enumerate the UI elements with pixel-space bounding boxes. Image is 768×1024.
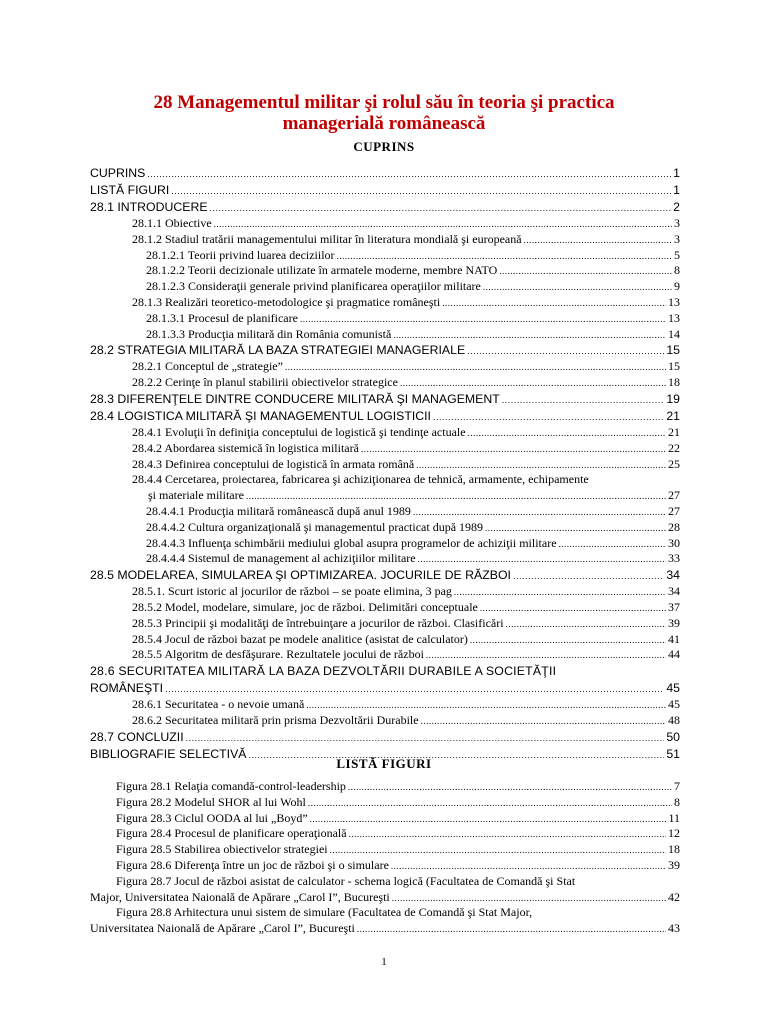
dot-leader xyxy=(391,859,666,874)
toc-entry[interactable] xyxy=(90,441,680,457)
figure-entry-title-line-1: Figura 28.8 Arhitectura unui sistem de simulare (Facultatea de Comandă şi Stat Major, xyxy=(116,905,533,920)
toc-entry-page: 9 xyxy=(674,279,680,294)
figure-entry-page: 43 xyxy=(668,921,680,936)
toc-entry-page: 28 xyxy=(668,519,680,534)
toc-entry-title: 28.4.1 Evoluţii în definiţia conceptului de logistică şi tendinţe actuale xyxy=(132,424,466,439)
toc-entry-title: 28.1.2 Stadiul tratării managementului militar în literatura mondială şi europeană xyxy=(132,231,522,246)
toc-entry-page: 37 xyxy=(668,599,680,614)
dot-leader xyxy=(513,568,664,584)
figure-entry-page: 18 xyxy=(668,842,680,857)
dot-leader xyxy=(468,426,666,441)
toc-entry-page: 15 xyxy=(668,359,680,374)
dot-leader xyxy=(524,233,672,248)
toc-entry[interactable] xyxy=(90,536,680,552)
toc-entry-page: 45 xyxy=(668,697,680,712)
toc-entry-title-line-2: ROMÂNEŞTI xyxy=(90,681,164,696)
toc-entry-title: 28.1.3 Realizări teoretico-metodologice şi pragmatice româneşti xyxy=(132,294,441,309)
toc-entry-page: 2 xyxy=(673,200,680,214)
toc-entry-page: 18 xyxy=(668,375,680,390)
dot-leader xyxy=(246,489,666,504)
toc-entry[interactable] xyxy=(90,232,680,248)
dot-leader xyxy=(416,458,666,473)
toc-entry[interactable] xyxy=(90,182,680,199)
toc-entry[interactable] xyxy=(90,472,680,504)
dot-leader xyxy=(361,442,666,457)
figure-entry[interactable] xyxy=(90,826,680,842)
toc-entry-page: 19 xyxy=(666,391,680,406)
dot-leader xyxy=(210,200,672,216)
figure-entry-title-line-2: Universitatea Naională de Apărare „Carol I”, Bucureşti xyxy=(90,921,355,936)
toc-entry-title: 28.1.2.2 Teorii decizionale utilizate în armatele moderne, membre NATO xyxy=(146,263,498,278)
dot-leader xyxy=(357,922,666,937)
toc-entry-title: 28.5.4 Jocul de război bazat pe modele analitice (asistat de calculator) xyxy=(132,631,468,646)
toc-entry-title-line-1: 28.6 SECURITATEA MILITARĂ LA BAZA DEZVOLTĂRII DURABILE A SOCIETĂŢII xyxy=(90,664,557,679)
toc-entry-title: 28.2.1 Conceptul de „strategie” xyxy=(132,359,283,374)
figure-entry[interactable] xyxy=(90,858,680,874)
toc-entry-page: 45 xyxy=(666,681,680,696)
toc-entry-page: 27 xyxy=(668,503,680,518)
list-of-figures xyxy=(90,779,680,937)
toc-entry[interactable] xyxy=(90,567,680,584)
figure-entry[interactable] xyxy=(90,779,680,795)
toc-entry-title-line-1: 28.4.4 Cercetarea, proiectarea, fabricarea şi achiziţionarea de tehnică, armamente, echipamente xyxy=(132,472,589,487)
figure-entry-title: Figura 28.2 Modelul SHOR al lui Wohl xyxy=(116,794,306,809)
dot-leader xyxy=(502,392,665,408)
toc-entry-title: 28.4.2 Abordarea sistemică în logistica militară xyxy=(132,440,359,455)
figure-entry[interactable] xyxy=(90,842,680,858)
dot-leader xyxy=(349,827,666,842)
toc-entry-page: 21 xyxy=(668,424,680,439)
dot-leader xyxy=(393,328,666,343)
toc-entry[interactable] xyxy=(90,647,680,663)
toc-entry-title: 28.4.4.3 Influenţa schimbării mediului global asupra programelor de achiziţii militare xyxy=(146,535,557,550)
dot-leader xyxy=(506,617,666,632)
toc-entry-title: 28.1.3.1 Procesul de planificare xyxy=(146,310,298,325)
toc-entry[interactable] xyxy=(90,279,680,295)
toc-entry-title: 28.6.2 Securitatea militară prin prisma Dezvoltării Durabile xyxy=(132,712,419,727)
figure-entry-page: 8 xyxy=(674,794,680,809)
toc-entry[interactable] xyxy=(90,600,680,616)
toc-entry-title: 28.6.1 Securitatea - o nevoie umană xyxy=(132,697,305,712)
dot-leader xyxy=(470,633,666,648)
toc-entry[interactable] xyxy=(90,216,680,232)
toc-entry-page: 44 xyxy=(668,647,680,662)
dot-leader xyxy=(348,780,672,795)
figure-entry-title: Figura 28.1 Relaţia comandă-control-leadership xyxy=(116,779,346,793)
dot-leader xyxy=(214,217,672,232)
toc-entry[interactable] xyxy=(90,663,680,697)
toc-entry-page: 25 xyxy=(668,456,680,471)
figure-entry[interactable] xyxy=(90,874,680,906)
dot-leader xyxy=(147,166,671,182)
toc-entry-page: 50 xyxy=(666,729,680,744)
toc-entry[interactable] xyxy=(90,584,680,600)
toc-entry-page: 48 xyxy=(668,712,680,727)
toc-entry-title: 28.7 CONCLUZII xyxy=(90,729,184,744)
dot-leader xyxy=(442,296,666,311)
toc-entry[interactable] xyxy=(90,697,680,713)
toc-entry[interactable] xyxy=(90,165,680,182)
dot-leader xyxy=(392,891,666,906)
toc-entry-title: 28.3 DIFERENŢELE DINTRE CONDUCERE MILITARĂ ŞI MANAGEMENT xyxy=(90,391,500,406)
figure-entry-title: Figura 28.4 Procesul de planificare operaţională xyxy=(116,826,347,841)
toc-entry-title: 28.1.1 Obiective xyxy=(132,216,212,230)
toc-entry-title: 28.4.3 Definirea conceptului de logistică în armata română xyxy=(132,456,415,471)
toc-entry-title: 28.4.4.1 Producţia militară românească după anul 1989 xyxy=(146,503,411,518)
toc-entry-page: 27 xyxy=(668,488,680,503)
dot-leader xyxy=(308,796,672,811)
toc-entry[interactable] xyxy=(90,263,680,279)
document-title-line-2: managerială românească xyxy=(282,113,486,134)
toc-entry-page: 21 xyxy=(666,408,680,423)
toc-entry[interactable] xyxy=(90,342,680,359)
toc-entry[interactable] xyxy=(90,295,680,311)
toc-entry-page: 15 xyxy=(666,343,680,358)
document-title-line-1: 28 Managementul militar şi rolul său în teoria şi practica xyxy=(153,92,615,113)
dot-leader xyxy=(418,552,666,567)
figure-entry[interactable] xyxy=(90,795,680,811)
toc-entry[interactable] xyxy=(90,457,680,473)
dot-leader xyxy=(400,376,666,391)
figure-entry-title-line-2: Major, Universitatea Naională de Apărare „Carol I”, Bucureşti xyxy=(90,889,390,904)
toc-entry-page: 34 xyxy=(668,584,680,599)
toc-entry-page: 14 xyxy=(668,326,680,341)
dot-leader xyxy=(285,360,666,375)
toc-entry[interactable] xyxy=(90,391,680,408)
toc-entry-page: 1 xyxy=(673,183,680,197)
toc-entry[interactable] xyxy=(90,504,680,520)
dot-leader xyxy=(559,537,666,552)
figure-entry-title: Figura 28.3 Ciclul OODA al lui „Boyd” xyxy=(116,810,308,825)
dot-leader xyxy=(433,409,664,425)
dot-leader xyxy=(413,505,666,520)
figure-entry[interactable] xyxy=(90,905,680,937)
toc-entry-page: 8 xyxy=(674,263,680,278)
toc-entry[interactable] xyxy=(90,408,680,425)
dot-leader xyxy=(421,714,666,729)
dot-leader xyxy=(454,585,666,600)
toc-entry[interactable] xyxy=(90,425,680,441)
toc-entry-page: 33 xyxy=(668,551,680,566)
figure-entry-title: Figura 28.5 Stabilirea obiectivelor strategiei xyxy=(116,842,328,857)
dot-leader xyxy=(499,264,672,279)
toc-entry-page: 51 xyxy=(666,746,680,761)
dot-leader xyxy=(310,812,667,827)
page-number: 1 xyxy=(381,956,387,968)
dot-leader xyxy=(483,280,672,295)
figure-entry[interactable] xyxy=(90,811,680,827)
toc-entry-title: 28.1.2.1 Teorii privind luarea deciziilor xyxy=(146,247,335,262)
table-of-contents xyxy=(90,165,680,763)
figures-heading: LISTĂ FIGURI xyxy=(336,756,432,771)
toc-entry[interactable] xyxy=(90,359,680,375)
figure-entry-title-line-1: Figura 28.7 Jocul de război asistat de calculator - schema logică (Facultatea de Comandă şi Stat xyxy=(116,873,576,888)
dot-leader xyxy=(426,648,666,663)
dot-leader xyxy=(330,843,666,858)
figure-entry-page: 42 xyxy=(668,889,680,904)
toc-entry-page: 5 xyxy=(674,247,680,262)
toc-entry-title: 28.1.2.3 Consideraţii generale privind planificarea operaţiilor militare xyxy=(146,279,481,294)
dot-leader xyxy=(485,521,666,536)
toc-entry[interactable] xyxy=(90,551,680,567)
document-title xyxy=(90,92,678,134)
figure-entry-page: 7 xyxy=(674,779,680,793)
toc-entry-page: 13 xyxy=(668,310,680,325)
toc-entry-page: 1 xyxy=(673,166,680,180)
toc-entry[interactable] xyxy=(90,311,680,327)
figure-entry-page: 11 xyxy=(668,810,680,825)
toc-entry-title: 28.5.3 Principii şi modalităţi de întrebuinţare a jocurilor de război. Clasificări xyxy=(132,615,504,630)
toc-entry[interactable] xyxy=(90,632,680,648)
dot-leader xyxy=(165,681,664,697)
figure-entry-page: 12 xyxy=(668,826,680,841)
toc-entry[interactable] xyxy=(90,199,680,216)
toc-entry-title: CUPRINS xyxy=(90,166,146,180)
toc-entry-page: 41 xyxy=(668,631,680,646)
toc-entry[interactable] xyxy=(90,713,680,729)
toc-entry-title: 28.2.2 Cerinţe în planul stabilirii obiectivelor strategice xyxy=(132,375,398,390)
toc-entry-title: 28.5.1. Scurt istoric al jocurilor de război – se poate elimina, 3 pag xyxy=(132,584,452,599)
toc-entry-title: 28.1.3.3 Producţia militară din România comunistă xyxy=(146,326,392,341)
toc-entry[interactable] xyxy=(90,520,680,536)
toc-entry-title: 28.4.4.4 Sistemul de management al achiziţiilor militare xyxy=(146,551,416,566)
dot-leader xyxy=(337,249,672,264)
dot-leader xyxy=(306,698,666,713)
toc-entry[interactable] xyxy=(90,327,680,343)
toc-entry-page: 22 xyxy=(668,440,680,455)
toc-entry-title: LISTĂ FIGURI xyxy=(90,183,170,197)
figure-entry-title: Figura 28.6 Diferenţa între un joc de război şi o simulare xyxy=(116,857,389,872)
toc-entry-title: BIBLIOGRAFIE SELECTIVĂ xyxy=(90,746,247,761)
toc-entry[interactable] xyxy=(90,729,680,746)
toc-entry[interactable] xyxy=(90,248,680,264)
dot-leader xyxy=(171,183,671,199)
toc-entry-title: 28.5 MODELAREA, SIMULAREA ŞI OPTIMIZAREA. JOCURILE DE RĂZBOI xyxy=(90,568,511,583)
toc-entry-title: 28.4.4.2 Cultura organizaţională şi managementul practicat după 1989 xyxy=(146,519,484,534)
toc-entry-title-line-2: şi materiale militare xyxy=(148,488,244,503)
toc-entry-title: 28.2 STRATEGIA MILITARĂ LA BAZA STRATEGIEI MANAGERIALE xyxy=(90,343,466,358)
toc-entry-page: 13 xyxy=(668,294,680,309)
dot-leader xyxy=(186,730,665,746)
toc-entry-page: 3 xyxy=(674,216,680,230)
toc-entry-title: 28.5.2 Model, modelare, simulare, joc de război. Delimitări conceptuale xyxy=(132,599,478,614)
toc-entry[interactable] xyxy=(90,616,680,632)
toc-entry-page: 30 xyxy=(668,535,680,550)
dot-leader xyxy=(467,343,664,359)
toc-entry[interactable] xyxy=(90,375,680,391)
figure-entry-page: 39 xyxy=(668,857,680,872)
toc-entry-page: 39 xyxy=(668,615,680,630)
toc-entry-page: 3 xyxy=(674,231,680,246)
dot-leader xyxy=(480,601,666,616)
toc-entry-page: 34 xyxy=(666,568,680,583)
toc-entry-title: 28.1 INTRODUCERE xyxy=(90,200,208,214)
toc-entry-title: 28.5.5 Algoritm de desfăşurare. Rezultatele jocului de război xyxy=(132,647,424,662)
toc-heading: CUPRINS xyxy=(353,139,415,154)
toc-entry-title: 28.4 LOGISTICA MILITARĂ ŞI MANAGEMENTUL LOGISTICII xyxy=(90,408,431,423)
dot-leader xyxy=(300,312,666,327)
